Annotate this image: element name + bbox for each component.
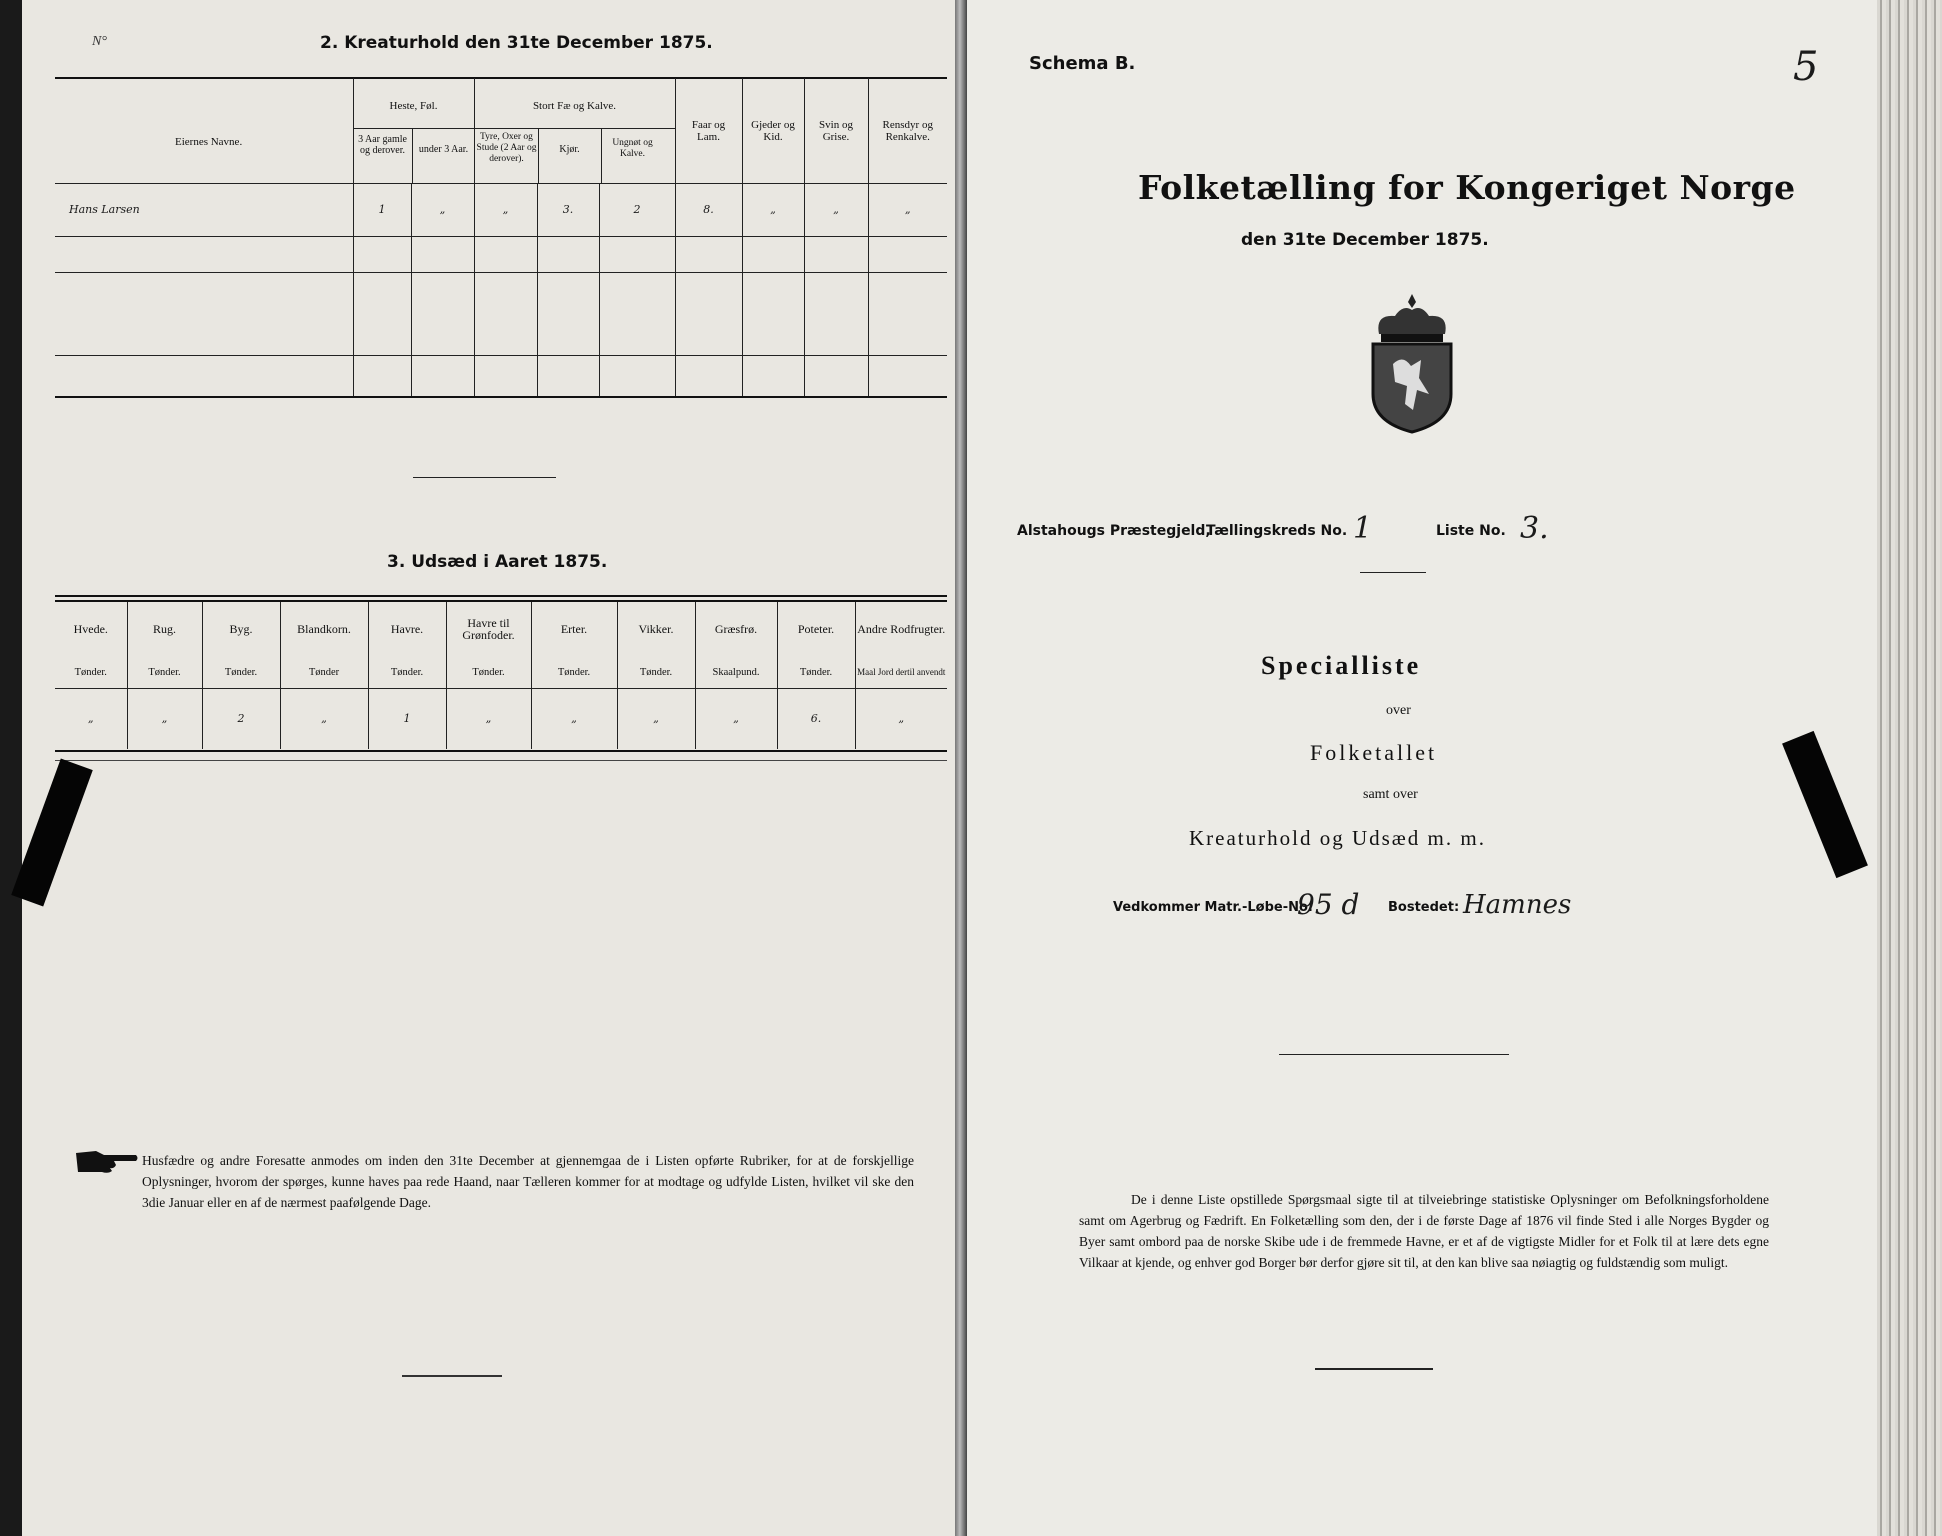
- district-value: 1: [1353, 511, 1373, 546]
- seed-value-6: „: [531, 688, 617, 749]
- seed-unit-6: Tønder.: [531, 656, 617, 688]
- seed-unit-1: Tønder.: [127, 656, 202, 688]
- middle-rule: [1279, 1054, 1509, 1055]
- pigs-value: „: [804, 183, 868, 236]
- census-title: Folketælling for Kongeriget Norge: [1138, 168, 1796, 207]
- samt-over: samt over: [1363, 787, 1418, 802]
- header-subrule: [475, 128, 675, 129]
- table2-bottom-rule: [55, 396, 947, 398]
- seed-unit-7: Tønder.: [617, 656, 695, 688]
- seed-value-8: „: [695, 688, 777, 749]
- seed-header-5: Havre til Grønfoder.: [446, 602, 531, 656]
- cattle-bulls-value: „: [474, 183, 537, 236]
- seed-header-0: Hvede.: [73, 622, 108, 636]
- seed-value-9: 6.: [777, 688, 855, 749]
- horses-young-value: „: [411, 183, 474, 236]
- header-divider: [601, 128, 602, 183]
- header-horses-old: 3 Aar gamle og derover.: [358, 134, 407, 156]
- table3-bottom-rule: [55, 750, 947, 752]
- footer-mark: [402, 1375, 502, 1377]
- header-horses: [353, 78, 474, 183]
- seed-header-10: Andre Rodfrugter.: [855, 602, 947, 656]
- livestock-table: [55, 78, 947, 396]
- seed-value-1: „: [127, 688, 202, 749]
- seed-value-0: „: [87, 711, 94, 725]
- sheep-value: 8.: [675, 183, 742, 236]
- header-cattle-bulls: Tyre, Oxer og Stude (2 Aar og derover).: [476, 132, 537, 164]
- kreaturhold-line: Kreaturhold og Udsæd m. m.: [1189, 826, 1486, 850]
- list-label: Liste No.: [1436, 523, 1506, 539]
- list-value: 3.: [1520, 511, 1549, 546]
- goats-value: „: [742, 183, 804, 236]
- intro-paragraph: De i denne Liste opstillede Spørgsmaal sigte til at tilveiebringe statistiske Oplysninger om Befolkningsforholdene samt om Agerbrug og Fædrift. En Folketælling som den, der i de første Dage af 1876 vil finde Sted i alle Norges Bygder og Byer samt ombord paa de norske Skibe ude i de fremmede Havne, er et af de vigtigste Midler for et Folk til at lære dets egne Vilkaar at kjende, og enhver god Borger bør derfor gjøre sit til, at den kan blive saa nøiagtig og fuldstændig som muligt.: [1079, 1192, 1769, 1270]
- header-pigs: Svin og Grise.: [804, 78, 868, 183]
- district-label: Tællingskreds No.: [1206, 523, 1348, 539]
- parish-label: Alstahougs Præstegjeld,: [1017, 523, 1211, 539]
- seed-value-4: 1: [368, 688, 446, 749]
- norwegian-coat-of-arms: [1365, 294, 1459, 434]
- seed-table: [55, 602, 947, 749]
- bosted-value: Hamnes: [1463, 890, 1572, 920]
- table3-top-rule: [55, 595, 947, 597]
- seed-unit-3: Tønder: [280, 656, 368, 688]
- seed-header-8: Græsfrø.: [695, 602, 777, 656]
- owner-name: Hans Larsen: [69, 202, 140, 216]
- seed-unit-8: Skaalpund.: [695, 656, 777, 688]
- seed-value-5: „: [446, 688, 531, 749]
- matr-line: [1113, 888, 1813, 928]
- seed-value-3: „: [280, 688, 368, 749]
- footer-rule: [1315, 1368, 1433, 1370]
- page-divider-rule: [55, 760, 947, 761]
- seed-header-4: Havre.: [368, 602, 446, 656]
- page-number: 5: [1793, 44, 1819, 90]
- corner-note: N°: [92, 34, 107, 49]
- seed-header-1: Rug.: [127, 602, 202, 656]
- separator-rule: [413, 477, 556, 478]
- short-rule: [1360, 572, 1426, 573]
- horses-old-value: 1: [353, 183, 411, 236]
- section3-title: 3. Udsæd i Aaret 1875.: [387, 552, 608, 572]
- seed-header-2: Byg.: [202, 602, 280, 656]
- header-goats: Gjeder og Kid.: [742, 78, 804, 183]
- page-edge-strip: [1877, 0, 1942, 1536]
- reindeer-value: „: [868, 183, 947, 236]
- over-1: over: [1386, 703, 1411, 718]
- cattle-cows-value: 3.: [537, 183, 599, 236]
- cattle-young-value: 2: [599, 183, 675, 236]
- header-divider: [412, 128, 413, 183]
- right-page: [967, 0, 1877, 1536]
- header-subrule: [354, 128, 474, 129]
- header-cattle: [474, 78, 675, 183]
- seed-value-10: „: [855, 688, 947, 749]
- special-title: Specialliste: [1261, 651, 1422, 680]
- section2-title: 2. Kreaturhold den 31te December 1875.: [320, 33, 713, 53]
- seed-unit-4: Tønder.: [368, 656, 446, 688]
- seed-unit-9: Tønder.: [777, 656, 855, 688]
- header-cattle-cows: Kjør.: [559, 144, 580, 155]
- header-owner: Eiernes Navne.: [175, 135, 243, 148]
- seed-unit-2: Tønder.: [202, 656, 280, 688]
- pointing-hand-icon: [74, 1147, 140, 1175]
- header-horses-young: under 3 Aar.: [418, 144, 469, 155]
- seed-unit-10: Maal Jord dertil anvendt: [855, 656, 947, 688]
- parish-line: [1017, 511, 1837, 551]
- seed-header-6: Erter.: [531, 602, 617, 656]
- folketallet: Folketallet: [1310, 740, 1438, 765]
- bosted-label: Bostedet:: [1388, 900, 1460, 915]
- seed-unit-0: Tønder.: [74, 666, 107, 678]
- header-reindeer: Rensdyr og Renkalve.: [868, 78, 947, 183]
- header-horses-group: Heste, Føl.: [389, 100, 438, 112]
- census-subtitle: den 31te December 1875.: [1241, 230, 1489, 250]
- header-cattle-young: Ungnøt og Kalve.: [612, 138, 653, 159]
- left-page: [22, 0, 957, 1536]
- seed-unit-5: Tønder.: [446, 656, 531, 688]
- book-spine: [955, 0, 967, 1536]
- matr-value: 95 d: [1297, 888, 1360, 921]
- seed-value-2: 2: [202, 688, 280, 749]
- seed-header-9: Poteter.: [777, 602, 855, 656]
- header-sheep: Faar og Lam.: [675, 78, 742, 183]
- seed-header-7: Vikker.: [617, 602, 695, 656]
- seed-header-3: Blandkorn.: [280, 602, 368, 656]
- schema-label: Schema B.: [1029, 53, 1136, 74]
- header-cattle-group: Stort Fæ og Kalve.: [532, 100, 617, 112]
- seed-value-7: „: [617, 688, 695, 749]
- notice-text: Husfædre og andre Foresatte anmodes om inden den 31te December at gjennemgaa de i Listen opførte Rubriker, for at de forskjellige Oplysninger, hvorom der spørges, kunne haves paa rede Haand, naar Tælleren kommer for at modtage og udfylde Listen, hvilket vil ske den 3die Januar eller en af de nærmest paafølgende Dage.: [142, 1153, 914, 1210]
- matr-label: Vedkommer Matr.-Løbe-No.: [1113, 900, 1313, 915]
